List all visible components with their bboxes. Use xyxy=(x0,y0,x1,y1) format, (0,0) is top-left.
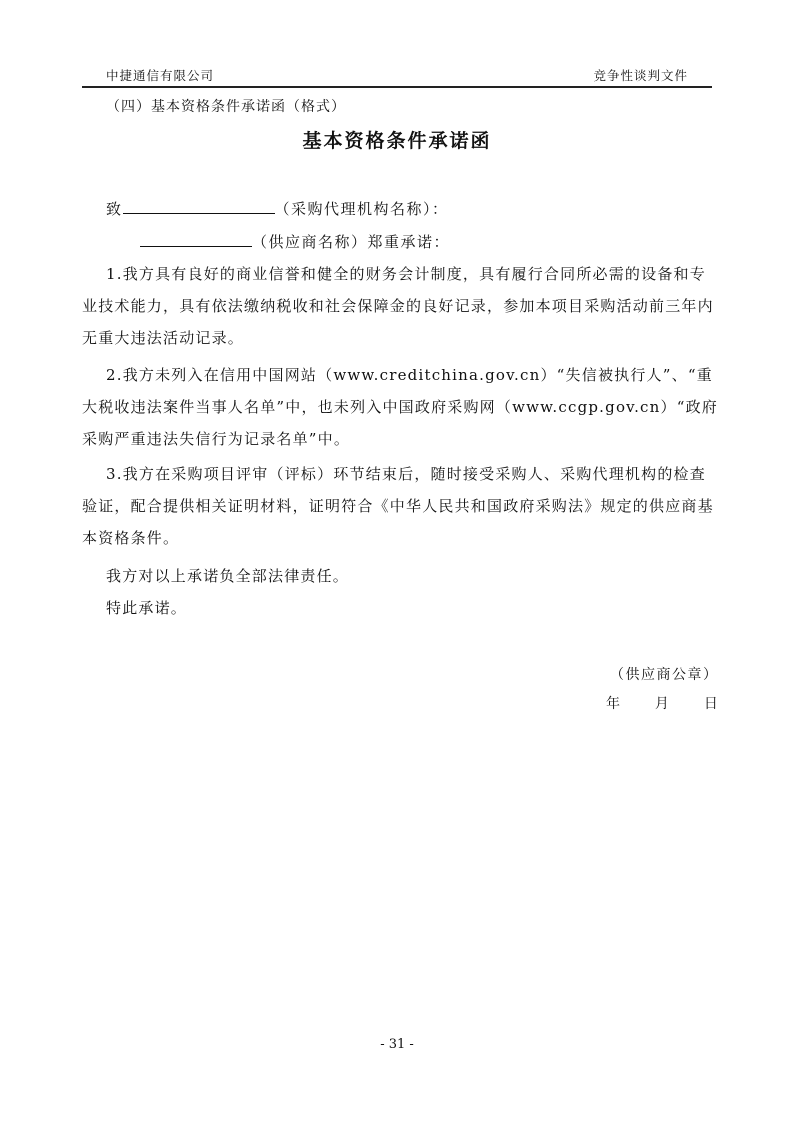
header-company: 中捷通信有限公司 xyxy=(106,68,215,83)
supplier-name-blank xyxy=(140,232,252,247)
commitment-paragraph-3: 3.我方在采购项目评审（评标）环节结束后，随时接受采购人、采购代理机构的检查验证，配合提供相关证明材料，证明符合《中华人民共和国政府采购法》规定的供应商基本资格条件。 xyxy=(82,465,714,547)
page-header xyxy=(82,64,712,88)
responsibility-statement: 我方对以上承诺负全部法律责任。 xyxy=(106,567,350,585)
supplier-suffix: （供应商名称）郑重承诺： xyxy=(252,233,451,251)
signature-date xyxy=(606,693,718,713)
commitment-paragraph-1: 1.我方具有良好的商业信誉和健全的财务会计制度，具有履行合同所必需的设备和专业技术能力，具有依法缴纳税收和社会保障金的良好记录，参加本项目采购活动前三年内无重大违法活动记录。 xyxy=(82,265,714,347)
date-day: 日 xyxy=(703,696,718,712)
header-doc-type: 竞争性谈判文件 xyxy=(593,68,688,83)
page-title: 基本资格条件承诺函 xyxy=(302,130,492,152)
agency-name-blank xyxy=(123,199,275,214)
date-year: 年 xyxy=(606,696,620,712)
page-number: - 31 - xyxy=(380,1037,414,1052)
section-label: （四）基本资格条件承诺函（格式） xyxy=(106,99,346,115)
salutation-to-prefix: 致 xyxy=(106,200,123,218)
salutation-to-line xyxy=(106,198,449,219)
date-month: 月 xyxy=(654,696,669,712)
commitment-paragraph-2: 2.我方未列入在信用中国网站（www.creditchina.gov.cn）“失信被执行人”、“重大税收违法案件当事人名单”中，也未列入中国政府采购网（www.ccgp.gov.cn）“政府采购严重违法失信行为记录名单”中。 xyxy=(82,366,718,448)
closing-statement: 特此承诺。 xyxy=(106,599,188,617)
supplier-line xyxy=(140,231,450,252)
supplier-seal-label: （供应商公章） xyxy=(610,667,719,683)
salutation-to-suffix: （采购代理机构名称）： xyxy=(274,200,449,218)
